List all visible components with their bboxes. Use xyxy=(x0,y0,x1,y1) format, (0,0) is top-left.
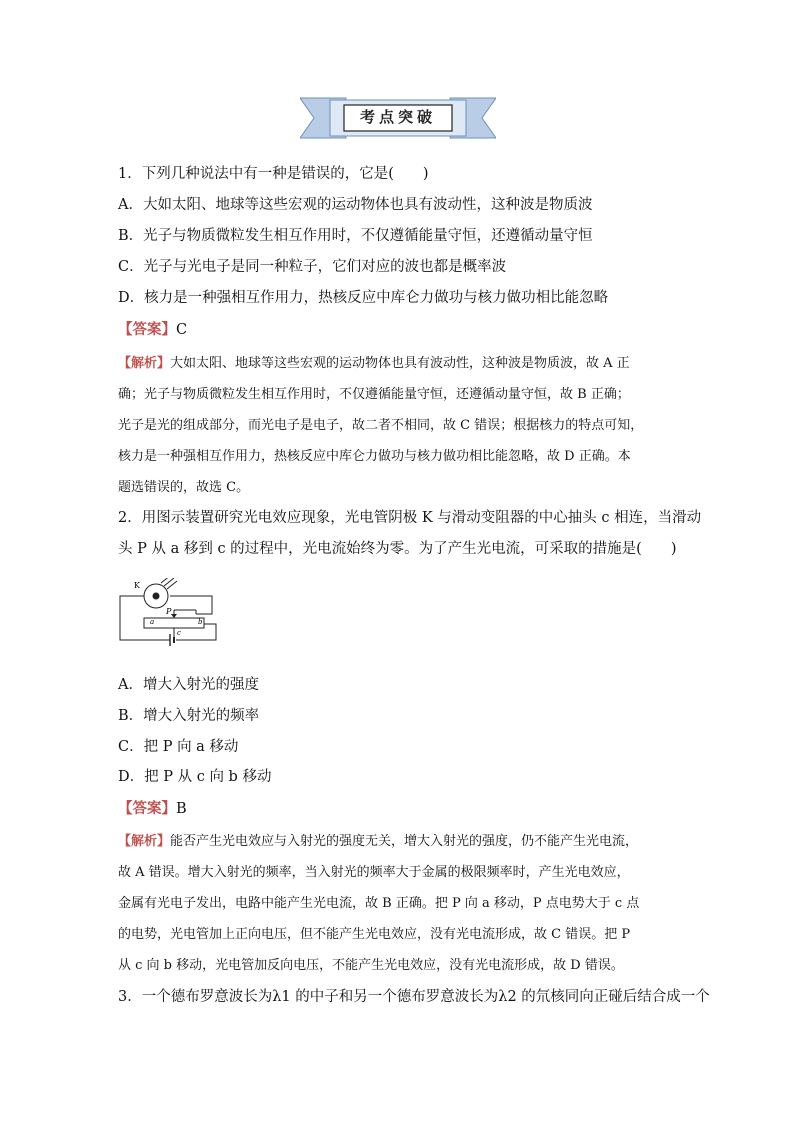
q1-stem: 1．下列几种说法中有一种是错误的，它是( ) xyxy=(118,166,429,182)
q2-answer xyxy=(118,799,678,819)
q2-option-b: B．增大入射光的频率 xyxy=(118,708,260,724)
banner-title: 考点突破 xyxy=(359,108,436,126)
q2-analysis-line-5: 从 c 向 b 移动，光电管加反向电压，不能产生光电效应，没有光电流形成，故 D 错误。 xyxy=(118,958,624,973)
q1-option-d: D．核力是一种强相互作用力，热核反应中库仑力做功与核力做功相比能忽略 xyxy=(118,290,609,306)
q2-stem-line-2: 头 P 从 a 移到 c 的过程中，光电流始终为零。为了产生光电流，可采取的措施是( ) xyxy=(118,541,677,557)
q2-analysis-line-3: 金属有光电子发出，电路中能产生光电流，故 B 正确。把 P 向 a 移动，P 点电势大于 c 点 xyxy=(118,896,640,911)
phototube-cathode xyxy=(153,593,159,599)
label-a: a xyxy=(150,618,155,626)
q2-analysis-tag: 【解析】 xyxy=(118,834,171,849)
q1-answer-value: C xyxy=(176,322,188,338)
q2-stem-line-1: 2．用图示装置研究光电效应现象，光电管阴极 K 与滑动变阻器的中心抽头 c 相连，当滑动 xyxy=(118,510,702,526)
q1-analysis-line-3: 光子是光的组成部分，而光电子是电子，故二者不相同，故 C 错误；根据核力的特点可知， xyxy=(118,418,644,433)
label-k: K xyxy=(134,581,140,590)
label-p: P xyxy=(166,607,172,616)
q2-answer-value: B xyxy=(176,801,187,817)
q1-analysis-line-1 xyxy=(118,354,678,374)
q1-analysis-line-4: 核力是一种强相互作用力，热核反应中库仑力做功与核力做功相比能忽略，故 D 正确。本 xyxy=(118,449,631,464)
label-b: b xyxy=(198,618,203,626)
q1-analysis-tag: 【解析】 xyxy=(118,356,171,371)
q1-analysis-text-1: 大如太阳、地球等这些宏观的运动物体也具有波动性，这种波是物质波，故 A 正 xyxy=(170,356,630,371)
q1-option-a: A．大如太阳、地球等这些宏观的运动物体也具有波动性，这种波是物质波 xyxy=(118,197,593,213)
circuit-diagram xyxy=(118,578,222,660)
q2-answer-tag: 【答案】 xyxy=(118,800,176,817)
slider-arrow xyxy=(171,614,177,618)
q1-option-b: B．光子与物质微粒发生相互作用时，不仅遵循能量守恒，还遵循动量守恒 xyxy=(118,228,593,244)
q2-analysis-line-2: 故 A 错误。增大入射光的频率，当入射光的频率大于金属的极限频率时，产生光电效应， xyxy=(118,865,630,880)
q1-analysis-line-5: 题选错误的，故选 C。 xyxy=(118,480,250,495)
circuit-wire-right xyxy=(170,596,212,614)
q2-option-a: A．增大入射光的强度 xyxy=(118,677,259,693)
q1-answer-tag: 【答案】 xyxy=(118,321,176,338)
q2-analysis-text-1: 能否产生光电效应与入射光的强度无关，增大入射光的强度，仍不能产生光电流， xyxy=(170,834,639,849)
q2-option-c: C．把 P 向 a 移动 xyxy=(118,739,239,755)
q3-stem-line-1: 3．一个德布罗意波长为λ1 的中子和另一个德布罗意波长为λ2 的氘核同向正碰后结合成一个 xyxy=(118,989,710,1005)
q1-analysis-line-2: 确；光子与物质微粒发生相互作用时，不仅遵循能量守恒，还遵循动量守恒，故 B 正确； xyxy=(118,387,630,402)
q2-analysis-line-4: 的电势，光电管加上正向电压，但不能产生光电效应，没有光电流形成，故 C 错误。把 P xyxy=(118,927,631,942)
circuit-wire-bottom xyxy=(176,624,216,640)
q1-answer xyxy=(118,320,678,340)
q1-option-c: C．光子与光电子是同一种粒子，它们对应的波也都是概率波 xyxy=(118,259,507,275)
label-c: c xyxy=(177,629,181,637)
q2-option-d: D．把 P 从 c 向 b 移动 xyxy=(118,769,272,785)
q2-analysis-line-1 xyxy=(118,832,678,852)
